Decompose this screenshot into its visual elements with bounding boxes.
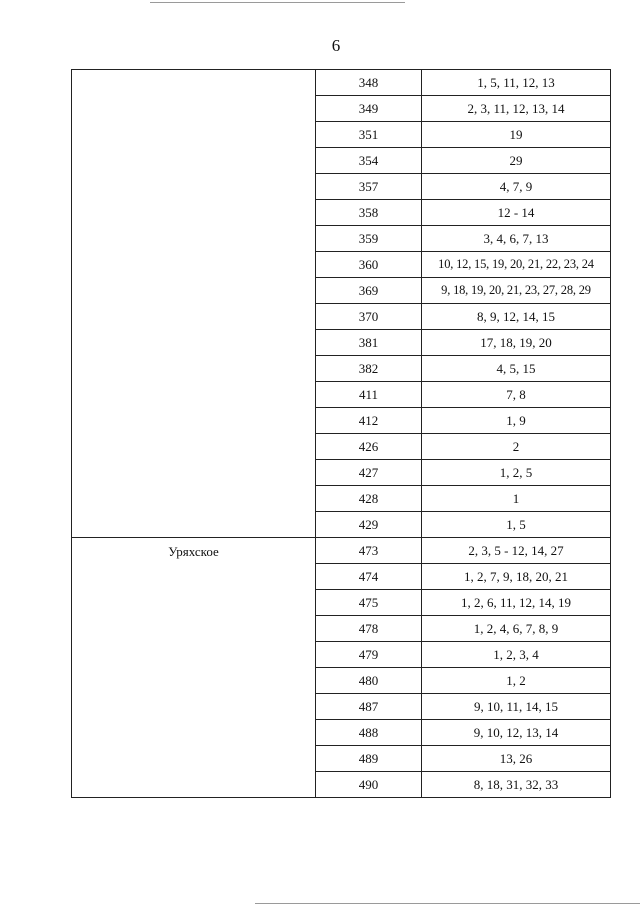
quarter-number-cell: 348 <box>316 70 422 96</box>
quarter-number-cell: 359 <box>316 226 422 252</box>
scan-edge-line-top <box>150 2 405 3</box>
plot-numbers-cell: 1 <box>422 486 611 512</box>
quarter-number-cell: 490 <box>316 772 422 798</box>
quarter-number-cell: 369 <box>316 278 422 304</box>
quarter-number-cell: 382 <box>316 356 422 382</box>
plot-numbers-cell: 4, 7, 9 <box>422 174 611 200</box>
plot-numbers-cell: 1, 2 <box>422 668 611 694</box>
plot-numbers-cell: 1, 9 <box>422 408 611 434</box>
plot-numbers-cell: 1, 2, 5 <box>422 460 611 486</box>
plot-numbers-cell: 2 <box>422 434 611 460</box>
quarter-number-cell: 475 <box>316 590 422 616</box>
plot-numbers-cell: 9, 10, 11, 14, 15 <box>422 694 611 720</box>
quarter-number-cell: 480 <box>316 668 422 694</box>
plot-numbers-cell: 12 - 14 <box>422 200 611 226</box>
plot-numbers-cell: 10, 12, 15, 19, 20, 21, 22, 23, 24 <box>422 252 611 278</box>
plot-numbers-cell: 9, 10, 12, 13, 14 <box>422 720 611 746</box>
quarter-number-cell: 487 <box>316 694 422 720</box>
table-body <box>72 70 611 798</box>
quarter-number-cell: 429 <box>316 512 422 538</box>
plot-numbers-cell: 3, 4, 6, 7, 13 <box>422 226 611 252</box>
quarter-number-cell: 354 <box>316 148 422 174</box>
table-row <box>72 70 611 96</box>
forest-plots-table <box>71 69 611 798</box>
plot-numbers-cell: 19 <box>422 122 611 148</box>
quarter-number-cell: 479 <box>316 642 422 668</box>
quarter-number-cell: 358 <box>316 200 422 226</box>
quarter-number-cell: 351 <box>316 122 422 148</box>
quarter-number-cell: 370 <box>316 304 422 330</box>
plot-numbers-cell: 1, 5 <box>422 512 611 538</box>
plot-numbers-cell: 1, 5, 11, 12, 13 <box>422 70 611 96</box>
quarter-number-cell: 357 <box>316 174 422 200</box>
quarter-number-cell: 488 <box>316 720 422 746</box>
plot-numbers-cell: 2, 3, 5 - 12, 14, 27 <box>422 538 611 564</box>
plot-numbers-cell: 4, 5, 15 <box>422 356 611 382</box>
quarter-number-cell: 411 <box>316 382 422 408</box>
plot-numbers-cell: 17, 18, 19, 20 <box>422 330 611 356</box>
plot-numbers-cell: 13, 26 <box>422 746 611 772</box>
plot-numbers-cell: 7, 8 <box>422 382 611 408</box>
table-row <box>72 538 611 564</box>
quarter-number-cell: 428 <box>316 486 422 512</box>
plot-numbers-cell: 9, 18, 19, 20, 21, 23, 27, 28, 29 <box>422 278 611 304</box>
plot-numbers-cell: 29 <box>422 148 611 174</box>
plot-numbers-cell: 2, 3, 11, 12, 13, 14 <box>422 96 611 122</box>
quarter-number-cell: 381 <box>316 330 422 356</box>
plot-numbers-cell: 1, 2, 7, 9, 18, 20, 21 <box>422 564 611 590</box>
plot-numbers-cell: 1, 2, 4, 6, 7, 8, 9 <box>422 616 611 642</box>
quarter-number-cell: 360 <box>316 252 422 278</box>
page-number: 6 <box>331 36 341 55</box>
quarter-number-cell: 473 <box>316 538 422 564</box>
plot-numbers-cell: 8, 9, 12, 14, 15 <box>422 304 611 330</box>
quarter-number-cell: 489 <box>316 746 422 772</box>
plot-numbers-cell: 8, 18, 31, 32, 33 <box>422 772 611 798</box>
quarter-number-cell: 412 <box>316 408 422 434</box>
plot-numbers-cell: 1, 2, 6, 11, 12, 14, 19 <box>422 590 611 616</box>
plot-numbers-cell: 1, 2, 3, 4 <box>422 642 611 668</box>
scan-edge-line-bottom <box>255 903 640 904</box>
quarter-number-cell: 478 <box>316 616 422 642</box>
quarter-number-cell: 474 <box>316 564 422 590</box>
quarter-number-cell: 349 <box>316 96 422 122</box>
quarter-number-cell: 427 <box>316 460 422 486</box>
forestry-name-cell: Уряхское <box>72 538 316 798</box>
quarter-number-cell: 426 <box>316 434 422 460</box>
forestry-name-cell <box>72 70 316 538</box>
